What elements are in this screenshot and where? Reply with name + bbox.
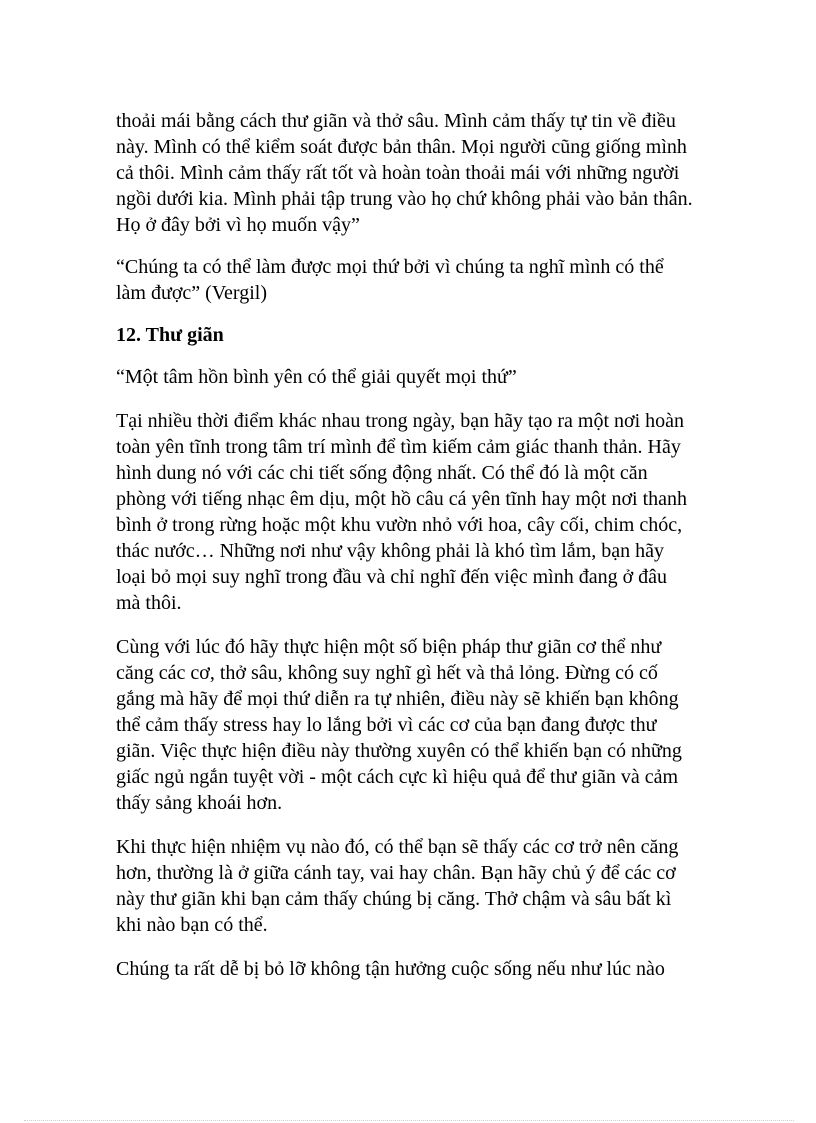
text-line: Họ ở đây bởi vì họ muốn vậy”	[116, 214, 360, 236]
paragraph-spacer	[116, 938, 736, 956]
quote-peaceful-mind	[116, 364, 736, 390]
text-line: thác nước… Những nơi như vậy không phải là khó tìm lắm, bạn hãy	[116, 540, 665, 562]
paragraph-spacer	[116, 390, 736, 408]
text-line: căng các cơ, thở sâu, không suy nghĩ gì hết và thả lỏng. Đừng có cố	[116, 662, 658, 684]
text-line: này. Mình có thể kiểm soát được bản thân. Mọi người cũng giống mình	[116, 136, 687, 158]
text-line: “Chúng ta có thể làm được mọi thứ bởi vì chúng ta nghĩ mình có thể	[116, 256, 664, 278]
text-line: thể cảm thấy stress hay lo lắng bởi vì các cơ của bạn đang được thư	[116, 714, 657, 736]
paragraph-spacer	[116, 306, 736, 322]
text-line: Tại nhiều thời điểm khác nhau trong ngày, bạn hãy tạo ra một nơi hoàn	[116, 410, 685, 432]
text-line: ngồi dưới kia. Mình phải tập trung vào họ chứ không phải vào bản thân.	[116, 188, 693, 210]
text-line: Cùng với lúc đó hãy thực hiện một số biện pháp thư giãn cơ thể như	[116, 636, 662, 658]
text-line: Khi thực hiện nhiệm vụ nào đó, có thể bạn sẽ thấy các cơ trở nên căng	[116, 836, 679, 858]
paragraph-enjoy-life	[116, 956, 736, 982]
text-line: “Một tâm hồn bình yên có thể giải quyết mọi thứ”	[116, 366, 517, 388]
paragraph-spacer	[116, 616, 736, 634]
page-bottom-border	[24, 1120, 794, 1121]
text-line: này thư giãn khi bạn cảm thấy chúng bị căng. Thở chậm và sâu bất kì	[116, 888, 672, 910]
text-line: khi nào bạn có thể.	[116, 914, 268, 936]
text-line: hình dung nó với các chi tiết sống động nhất. Có thể đó là một căn	[116, 462, 648, 484]
text-line: bình ở trong rừng hoặc một khu vườn nhỏ với hoa, cây cối, chim chóc,	[116, 514, 683, 536]
text-line: làm được” (Vergil)	[116, 282, 267, 304]
text-line: phòng với tiếng nhạc êm dịu, một hồ câu cá yên tĩnh hay một nơi thanh	[116, 488, 688, 510]
text-line: loại bỏ mọi suy nghĩ trong đầu và chỉ nghĩ đến việc mình đang ở đâu	[116, 566, 668, 588]
quote-vergil	[116, 254, 736, 306]
text-line: giãn. Việc thực hiện điều này thường xuyên có thể khiến bạn có những	[116, 740, 682, 762]
text-line: thấy sảng khoái hơn.	[116, 792, 283, 814]
paragraph-spacer	[116, 816, 736, 834]
document-body	[116, 108, 736, 982]
paragraph-affirmation	[116, 108, 736, 238]
text-line: mà thôi.	[116, 592, 182, 614]
paragraph-visualize	[116, 408, 736, 616]
text-line: giấc ngủ ngắn tuyệt vời - một cách cực kì hiệu quả để thư giãn và cảm	[116, 766, 679, 788]
text-line: gắng mà hãy để mọi thứ diễn ra tự nhiên, điều này sẽ khiến bạn không	[116, 688, 679, 710]
heading-text: 12. Thư giãn	[116, 324, 224, 346]
text-line: hơn, thường là ở giữa cánh tay, vai hay chân. Bạn hãy chủ ý để các cơ	[116, 862, 676, 884]
text-line: cả thôi. Mình cảm thấy rất tốt và hoàn toàn thoải mái với những người	[116, 162, 680, 184]
text-line: thoải mái bằng cách thư giãn và thở sâu. Mình cảm thấy tự tin về điều	[116, 110, 676, 132]
paragraph-muscle-tension	[116, 834, 736, 938]
paragraph-body-relax	[116, 634, 736, 816]
text-line: Chúng ta rất dễ bị bỏ lỡ không tận hưởng cuộc sống nếu như lúc nào	[116, 958, 665, 980]
section-heading	[116, 322, 736, 348]
paragraph-spacer	[116, 348, 736, 364]
text-line: toàn yên tĩnh trong tâm trí mình để tìm kiếm cảm giác thanh thản. Hãy	[116, 436, 681, 458]
paragraph-spacer	[116, 238, 736, 254]
